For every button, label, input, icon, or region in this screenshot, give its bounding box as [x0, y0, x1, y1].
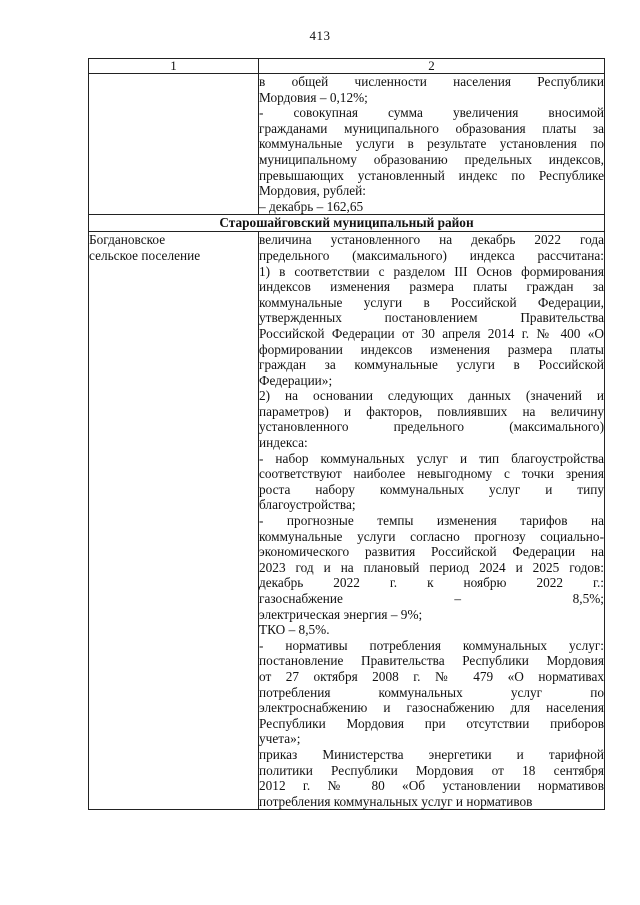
- text-line: Российской Федерации от 30 апреля 2014 г. № 400 «О: [259, 325, 604, 341]
- text-line: предельного (максимального) индекса рассчитана:: [259, 247, 604, 263]
- data-table: [88, 58, 605, 810]
- text-line: - нормативы потребления коммунальных услуг:: [259, 637, 604, 653]
- text-line: 2012 г. № 80 «Об установлении нормативов: [259, 778, 604, 794]
- text-line: граждан за коммунальные услуги в Российской: [259, 357, 604, 373]
- text-line: газоснабжение – 8,5%;: [259, 591, 604, 606]
- text-line: роста набору коммунальных услуг и типу: [259, 481, 604, 497]
- text-line: Мордовия – 0,12%;: [259, 89, 368, 105]
- text-line: ТКО – 8,5%.: [259, 622, 330, 638]
- text-line: 1) в соответствии с разделом III Основ формирования: [259, 263, 604, 279]
- text-line: учета»;: [259, 731, 301, 747]
- text-line: индекса:: [259, 435, 308, 451]
- text-line: превышающих установленный индекс по Республике: [259, 167, 604, 183]
- table-header-row: [89, 59, 605, 74]
- settlement-name-line: сельское поселение: [89, 247, 201, 263]
- table-row: [89, 232, 605, 810]
- text-line: электрическая энергия – 9%;: [259, 606, 423, 622]
- text-line: коммунальные услуги в результате установления по: [259, 136, 604, 152]
- text-line: величина установленного на декабрь 2022 года: [259, 232, 604, 248]
- text-line: благоустройства;: [259, 497, 356, 513]
- page-number: 413: [309, 28, 331, 43]
- column-header-2: 2: [259, 59, 605, 74]
- text-line: гражданами муниципального образования платы за: [259, 120, 604, 136]
- settlement-name-cell: [89, 232, 259, 810]
- text-line: 2023 год и на плановый период 2024 и 2025 годов:: [259, 559, 604, 575]
- text-line: – декабрь – 162,65: [259, 198, 364, 214]
- text-line: потребления коммунальных услуг по: [259, 684, 604, 700]
- text-line: декабрь 2022 г. к ноябрю 2022 г.:: [259, 575, 604, 591]
- text-line: - набор коммунальных услуг и тип благоустройства: [259, 450, 604, 466]
- text-line: 2) на основании следующих данных (значений и: [259, 388, 604, 404]
- text-line: в общей численности населения Республики: [259, 74, 604, 89]
- text-line: - прогнозные темпы изменения тарифов на: [259, 513, 604, 529]
- text-line: установленного предельного (максимального): [259, 419, 604, 435]
- text-line: Федерации»;: [259, 372, 333, 388]
- text-line: потребления коммунальных услуг и нормативов: [259, 793, 533, 809]
- text-line: политики Республики Мордовия от 18 сентября: [259, 762, 604, 778]
- text-line: экономического развития Российской Федерации на: [259, 544, 604, 560]
- text-line: постановление Правительства Республики Мордовия: [259, 653, 604, 669]
- table-row: [89, 74, 605, 215]
- row1-left-cell: [89, 74, 259, 215]
- section-row: [89, 215, 605, 232]
- text-line: Мордовия, рублей:: [259, 183, 366, 199]
- section-title: Старошайговский муниципальный район: [89, 215, 605, 232]
- text-line: - совокупная сумма увеличения вносимой: [259, 105, 604, 121]
- settlement-name-line: Богдановское: [89, 232, 166, 248]
- text-line: индексов изменения размера платы граждан за: [259, 279, 604, 295]
- text-line: коммунальные услуги согласно прогнозу социально-: [259, 528, 604, 544]
- row2-text-cell: [259, 232, 605, 810]
- column-header-1: 1: [89, 59, 259, 74]
- text-line: электроснабжению и газоснабжению для населения: [259, 700, 604, 716]
- text-line: утвержденных постановлением Правительства: [259, 310, 604, 326]
- text-line: от 27 октября 2008 г. № 479 «О нормативах: [259, 668, 604, 684]
- text-line: муниципальному образованию предельных индексов,: [259, 151, 604, 167]
- row1-text-cell: [259, 74, 605, 215]
- text-line: Республики Мордовия при отсутствии приборов: [259, 715, 604, 731]
- text-line: коммунальные услуги в Российской Федерации,: [259, 294, 604, 310]
- text-line: соответствуют наиболее невыгодному с точки зрения: [259, 466, 604, 482]
- text-line: приказ Министерства энергетики и тарифной: [259, 746, 604, 762]
- text-line: формировании индексов изменения размера платы: [259, 341, 604, 357]
- text-line: параметров) и факторов, повлиявших на величину: [259, 403, 604, 419]
